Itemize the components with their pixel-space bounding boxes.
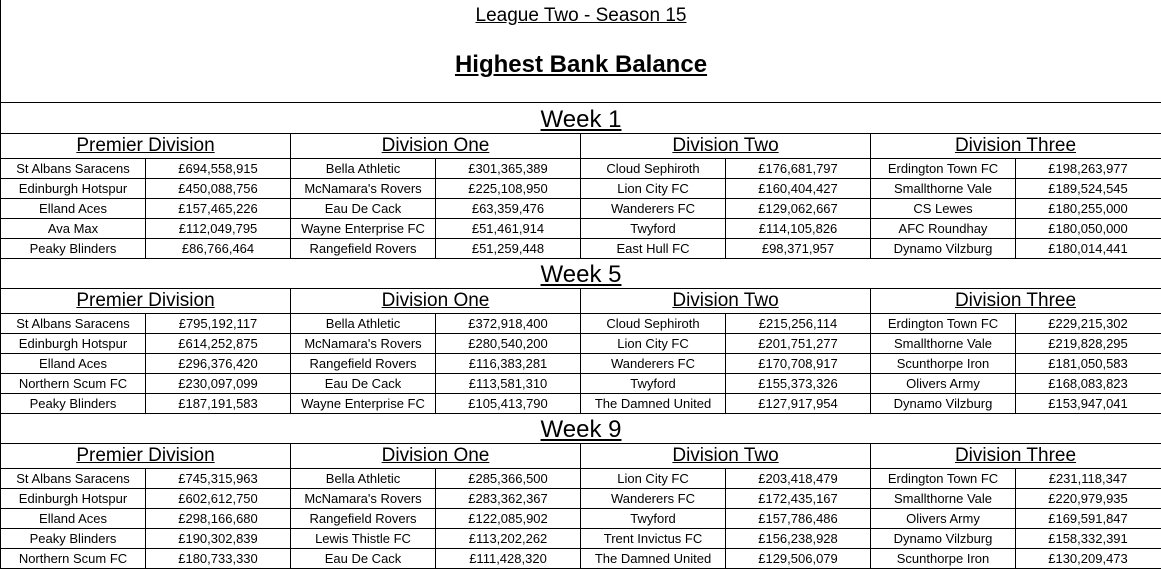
table-row — [1, 199, 1161, 219]
table-row — [1, 374, 1161, 394]
team-name-cell[interactable]: Lion City FC — [581, 469, 726, 488]
bank-balance-cell[interactable]: £372,918,400 — [436, 314, 581, 333]
team-name-cell[interactable]: Twyford — [581, 509, 726, 528]
division-header: Division Two — [581, 134, 871, 158]
bank-balance-cell[interactable]: £86,766,464 — [146, 239, 291, 258]
team-name-cell[interactable]: Northern Scum FC — [1, 549, 146, 568]
division-header-row — [1, 289, 1161, 314]
bank-balance-cell[interactable]: £51,461,914 — [436, 219, 581, 238]
team-name-cell[interactable]: Wanderers FC — [581, 354, 726, 373]
team-name-cell[interactable]: Bella Athletic — [291, 469, 436, 488]
team-name-cell[interactable]: Erdington Town FC — [871, 469, 1016, 488]
bank-balance-cell[interactable]: £201,751,277 — [726, 334, 871, 353]
bank-balance-cell[interactable]: £180,050,000 — [1048, 221, 1128, 236]
week-title: Week 5 — [1, 258, 1161, 289]
team-name-cell[interactable]: St Albans Saracens — [1, 159, 146, 178]
team-name-cell[interactable]: Eau De Cack — [291, 549, 436, 568]
bank-balance-cell[interactable]: £129,062,667 — [726, 199, 871, 218]
team-name-cell[interactable]: Rangefield Rovers — [291, 509, 436, 528]
table-row — [1, 159, 1161, 179]
team-name-cell[interactable]: Olivers Army — [871, 374, 1016, 393]
bank-balance-cell[interactable]: £745,315,963 — [146, 469, 291, 488]
team-name-cell[interactable]: St Albans Saracens — [1, 469, 146, 488]
bank-balance-cell[interactable]: £296,376,420 — [146, 354, 291, 373]
team-name-cell[interactable]: Elland Aces — [1, 354, 146, 373]
team-name-cell[interactable]: Eau De Cack — [291, 374, 436, 393]
table-row — [1, 334, 1161, 354]
table-row — [1, 394, 1161, 414]
team-name-cell[interactable]: Dynamo Vilzburg — [871, 394, 1016, 413]
team-name-cell[interactable]: Rangefield Rovers — [291, 354, 436, 373]
bank-balance-cell[interactable]: £111,428,320 — [436, 549, 581, 568]
bank-balance-cell[interactable]: £112,049,795 — [146, 219, 291, 238]
team-name-cell[interactable]: Wanderers FC — [581, 489, 726, 508]
team-name-cell[interactable]: Peaky Blinders — [1, 394, 146, 413]
table-row — [1, 489, 1161, 509]
bank-balance-cell[interactable]: £98,371,957 — [726, 239, 871, 258]
bank-balance-cell[interactable]: £160,404,427 — [726, 179, 871, 198]
division-header: Division One — [291, 134, 581, 158]
bank-balance-cell[interactable]: £190,302,839 — [146, 529, 291, 548]
team-name-cell[interactable]: Elland Aces — [1, 199, 146, 218]
bank-balance-cell[interactable]: £187,191,583 — [146, 394, 291, 413]
table-row — [1, 354, 1161, 374]
bank-balance-cell[interactable]: £203,418,479 — [726, 469, 871, 488]
team-name-cell[interactable]: Ava Max — [1, 219, 146, 238]
division-header-row — [1, 444, 1161, 469]
bank-balance-cell[interactable]: £230,097,099 — [146, 374, 291, 393]
bank-balance-cell[interactable]: £198,263,977 — [1048, 161, 1128, 176]
bank-balance-cell[interactable]: £229,215,302 — [1048, 316, 1128, 331]
week-title: Week 1 — [1, 103, 1161, 134]
team-name-cell[interactable]: Bella Athletic — [291, 159, 436, 178]
bank-balance-cell[interactable]: £285,366,500 — [436, 469, 581, 488]
team-name-cell[interactable]: Wanderers FC — [581, 199, 726, 218]
bank-balance-cell[interactable]: £158,332,391 — [1048, 531, 1128, 546]
division-header: Division Three — [954, 135, 1077, 156]
team-name-cell[interactable]: McNamara's Rovers — [291, 489, 436, 508]
bank-balance-cell[interactable]: £602,612,750 — [146, 489, 291, 508]
bank-balance-cell[interactable]: £180,255,000 — [1048, 201, 1128, 216]
team-name-cell[interactable]: St Albans Saracens — [1, 314, 146, 333]
week-section — [1, 103, 1161, 258]
bank-balance-cell[interactable]: £113,581,310 — [436, 374, 581, 393]
header — [1, 0, 1161, 103]
bank-balance-cell[interactable]: £130,209,473 — [1048, 551, 1128, 566]
division-header: Division Two — [581, 444, 871, 468]
bank-balance-cell[interactable]: £155,373,326 — [726, 374, 871, 393]
division-header: Premier Division — [1, 134, 291, 158]
team-name-cell[interactable]: Dynamo Vilzburg — [871, 239, 1016, 258]
team-name-cell[interactable]: Erdington Town FC — [871, 314, 1016, 333]
team-name-cell[interactable]: McNamara's Rovers — [291, 334, 436, 353]
week-section — [1, 258, 1161, 413]
division-header: Premier Division — [1, 444, 291, 468]
team-name-cell[interactable]: Rangefield Rovers — [291, 239, 436, 258]
team-name-cell[interactable]: Lion City FC — [581, 179, 726, 198]
division-header-row — [1, 134, 1161, 159]
bank-balance-cell[interactable]: £116,383,281 — [436, 354, 581, 373]
bank-balance-cell[interactable]: £157,465,226 — [146, 199, 291, 218]
table-row — [1, 179, 1161, 199]
table-row — [1, 509, 1161, 529]
bank-balance-cell[interactable]: £694,558,915 — [146, 159, 291, 178]
bank-balance-cell[interactable]: £172,435,167 — [726, 489, 871, 508]
team-name-cell[interactable]: The Damned United — [581, 394, 726, 413]
division-header: Division Three — [954, 290, 1077, 311]
bank-balance-cell[interactable]: £231,118,347 — [1048, 471, 1128, 486]
table-row — [1, 239, 1161, 259]
team-name-cell[interactable]: Trent Invictus FC — [581, 529, 726, 548]
team-name-cell[interactable]: Smallthorne Vale — [871, 179, 1016, 198]
team-name-cell[interactable]: Lewis Thistle FC — [291, 529, 436, 548]
team-name-cell[interactable]: Olivers Army — [871, 509, 1016, 528]
team-name-cell[interactable]: Wayne Enterprise FC — [291, 219, 436, 238]
team-name-cell[interactable]: Wayne Enterprise FC — [291, 394, 436, 413]
team-name-cell[interactable]: Edinburgh Hotspur — [1, 489, 146, 508]
team-name-cell[interactable]: Edinburgh Hotspur — [1, 334, 146, 353]
season-label: League Two - Season 15 — [475, 5, 687, 26]
week-section — [1, 413, 1161, 568]
bank-balance-cell[interactable]: £298,166,680 — [146, 509, 291, 528]
bank-balance-cell[interactable]: £105,413,790 — [436, 394, 581, 413]
division-header: Premier Division — [1, 289, 291, 313]
bank-balance-cell[interactable]: £215,256,114 — [726, 314, 871, 333]
table-row — [1, 469, 1161, 489]
bank-balance-cell[interactable]: £181,050,583 — [1048, 356, 1128, 371]
bank-balance-cell[interactable]: £220,979,935 — [1048, 491, 1128, 506]
bank-balance-cell[interactable]: £157,786,486 — [726, 509, 871, 528]
table-row — [1, 219, 1161, 239]
bank-balance-cell[interactable]: £63,359,476 — [436, 199, 581, 218]
week-title: Week 9 — [1, 413, 1161, 444]
division-header: Division Three — [954, 445, 1077, 466]
team-name-cell[interactable]: Scunthorpe Iron — [871, 549, 1016, 568]
bank-balance-cell[interactable]: £114,105,826 — [726, 219, 871, 238]
bank-balance-cell[interactable]: £168,083,823 — [1048, 376, 1128, 391]
team-name-cell[interactable]: Peaky Blinders — [1, 529, 146, 548]
team-name-cell[interactable]: Northern Scum FC — [1, 374, 146, 393]
team-name-cell[interactable]: Edinburgh Hotspur — [1, 179, 146, 198]
division-header: Division Two — [581, 289, 871, 313]
bank-balance-cell[interactable]: £180,014,441 — [1048, 241, 1128, 256]
team-name-cell[interactable]: McNamara's Rovers — [291, 179, 436, 198]
team-name-cell[interactable]: Peaky Blinders — [1, 239, 146, 258]
team-name-cell[interactable]: Cloud Sephiroth — [581, 314, 726, 333]
bank-balance-cell[interactable]: £170,708,917 — [726, 354, 871, 373]
bank-balance-cell[interactable]: £283,362,367 — [436, 489, 581, 508]
bank-balance-cell[interactable]: £225,108,950 — [436, 179, 581, 198]
weeks-container — [1, 103, 1161, 568]
team-name-cell[interactable]: Smallthorne Vale — [871, 489, 1016, 508]
bank-balance-cell[interactable]: £180,733,330 — [146, 549, 291, 568]
bank-balance-cell[interactable]: £122,085,902 — [436, 509, 581, 528]
bank-balance-cell[interactable]: £189,524,545 — [1048, 181, 1128, 196]
team-name-cell[interactable]: Bella Athletic — [291, 314, 436, 333]
team-name-cell[interactable]: Twyford — [581, 219, 726, 238]
team-name-cell[interactable]: Scunthorpe Iron — [871, 354, 1016, 373]
division-header: Division One — [291, 289, 581, 313]
team-name-cell[interactable]: Dynamo Vilzburg — [871, 529, 1016, 548]
bank-balance-cell[interactable]: £219,828,295 — [1048, 336, 1128, 351]
team-name-cell[interactable]: Eau De Cack — [291, 199, 436, 218]
bank-balance-cell[interactable]: £129,506,079 — [726, 549, 871, 568]
bank-balance-cell[interactable]: £614,252,875 — [146, 334, 291, 353]
page-title: Highest Bank Balance — [454, 51, 708, 78]
bank-balance-cell[interactable]: £795,192,117 — [146, 314, 291, 333]
team-name-cell[interactable]: CS Lewes — [871, 199, 1016, 218]
table-row — [1, 529, 1161, 549]
team-name-cell[interactable]: Lion City FC — [581, 334, 726, 353]
division-header: Division One — [291, 444, 581, 468]
bank-balance-cell[interactable]: £156,238,928 — [726, 529, 871, 548]
team-name-cell[interactable]: Cloud Sephiroth — [581, 159, 726, 178]
bank-balance-cell[interactable]: £280,540,200 — [436, 334, 581, 353]
bank-balance-cell[interactable]: £301,365,389 — [436, 159, 581, 178]
team-name-cell[interactable]: The Damned United — [581, 549, 726, 568]
team-name-cell[interactable]: AFC Roundhay — [871, 219, 1016, 238]
team-name-cell[interactable]: Twyford — [581, 374, 726, 393]
bank-balance-cell[interactable]: £51,259,448 — [436, 239, 581, 258]
team-name-cell[interactable]: Erdington Town FC — [871, 159, 1016, 178]
bank-balance-cell[interactable]: £450,088,756 — [146, 179, 291, 198]
team-name-cell[interactable]: Elland Aces — [1, 509, 146, 528]
bank-balance-cell[interactable]: £169,591,847 — [1048, 511, 1128, 526]
table-row — [1, 549, 1161, 569]
table-row — [1, 314, 1161, 334]
team-name-cell[interactable]: Smallthorne Vale — [871, 334, 1016, 353]
bank-balance-cell[interactable]: £176,681,797 — [726, 159, 871, 178]
team-name-cell[interactable]: East Hull FC — [581, 239, 726, 258]
bank-balance-cell[interactable]: £113,202,262 — [436, 529, 581, 548]
bank-balance-cell[interactable]: £153,947,041 — [1048, 396, 1128, 411]
bank-balance-cell[interactable]: £127,917,954 — [726, 394, 871, 413]
